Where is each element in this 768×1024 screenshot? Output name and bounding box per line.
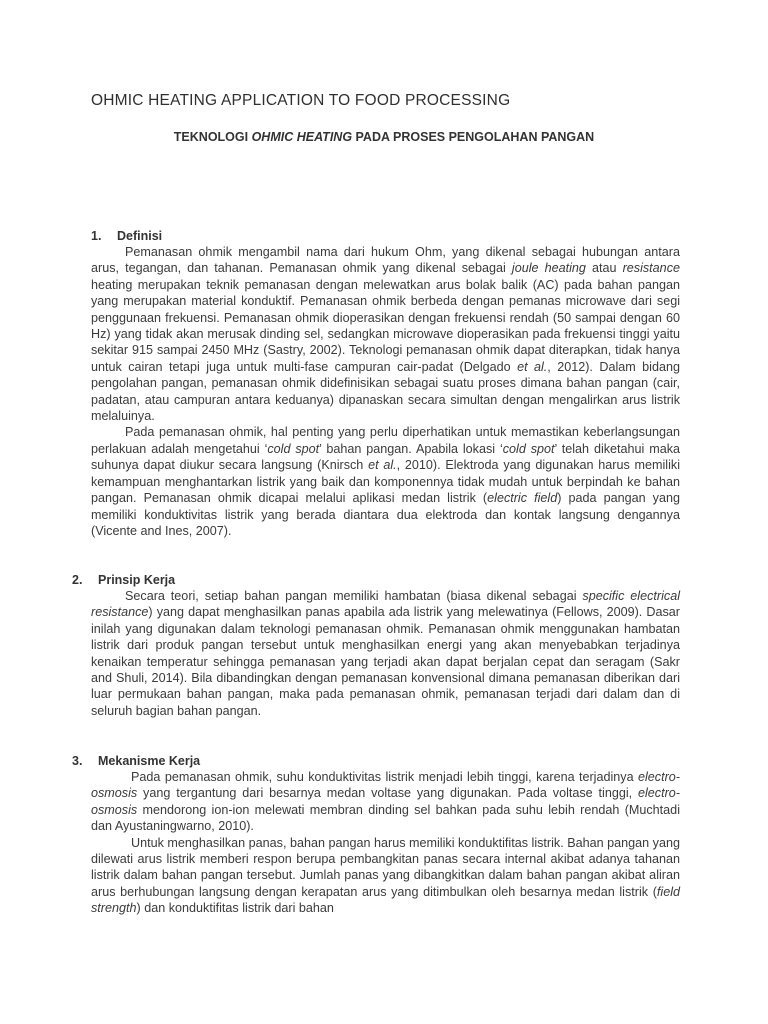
italic-term: specific electrical resistance xyxy=(91,589,680,620)
section-heading-mekanisme-kerja xyxy=(72,754,200,768)
italic-term: et al. xyxy=(517,359,548,374)
text-run: , 2010). Elektroda yang digunakan harus memiliki kemampuan menghantarkan listrik yang baik dan komponennya tidak mudah untuk berpindah ke bahan pangan. Pemanasan ohmik dicapai melalui aplikasi medan listrik ( xyxy=(91,458,680,506)
paragraph xyxy=(91,588,680,719)
text-run: atau xyxy=(585,261,623,276)
text-run: ) yang dapat menghasilkan panas apabila ada listrik yang melewatinya (Fellows, 2009). Dasar inilah yang digunakan dalam teknologi pemanasan ohmik. Pemanasan ohmik menggunakan hambatan listrik dari produk pangan tersebut untuk menghasilkan energi yang akan menyebabkan terjadinya kenaikan temperatur sehingga pemanasan yang terjadi akan dapat berjalan cepat dan seragam (Sakr and Shuli, 2014). Bila dibandingkan dengan pemanasan konvensional dimana pemanasan diberikan dari luar permukaan bahan pangan, maka pada pemanasan ohmik, pemanasan terjadi dari dalam dan di seluruh bagian bahan pangan. xyxy=(91,605,680,718)
italic-term: electro-osmosis xyxy=(91,770,680,801)
paragraph xyxy=(91,769,680,835)
italic-term: et al. xyxy=(368,458,397,473)
italic-term: joule heating xyxy=(511,261,586,276)
text-run: heating merupakan teknik pemanasan dengan melewatkan arus bolak balik (AC) pada bahan pangan yang merupakan material konduktif. Pemanasan ohmik berbeda dengan pemanas microwave dari segi penggunaan frekuensi. Pemanasan ohmik dioperasikan dengan frekuensi rendah (50 sampai dengan 60 Hz) yang tidak akan merusak dinding sel, sedangkan microwave dioperasikan pada frekuensi tinggi yaitu sekitar 915 sampai 2450 MHz (Sastry, 2002). Teknologi pemanasan ohmik dapat diterapkan, tidak hanya untuk cairan tetapi juga untuk multi-fase campuran cair-padat (Delgado xyxy=(91,277,680,374)
paragraph xyxy=(91,835,680,917)
document-title: OHMIC HEATING APPLICATION TO FOOD PROCESSING xyxy=(91,92,511,109)
text-run: ’ bahan pangan. Apabila lokasi ‘ xyxy=(319,441,503,456)
text-run: mendorong ion-ion melewati membran dinding sel bahkan pada suhu lebih rendah (Muchtadi dan Ayustaningwarno, 2010). xyxy=(91,802,680,834)
section-number: 2. xyxy=(72,573,83,587)
text-run: Secara teori, setiap bahan pangan memiliki hambatan (biasa dikenal sebagai xyxy=(125,589,583,603)
text-run: ) dan konduktifitas listrik dari bahan xyxy=(136,901,334,916)
section-body-prinsip-kerja xyxy=(91,588,680,719)
text-run: , 2012). Dalam bidang pengolahan pangan, pemanasan ohmik didefinisikan sebagai suatu proses dimana bahan pangan (cair, padatan, atau campuran antara keduanya) dipanaskan secara simultan dengan mengalirkan arus listrik melaluinya. xyxy=(91,359,680,424)
text-run: Pada pemanasan ohmik, suhu konduktivitas listrik menjadi lebih tinggi, karena terjadinya xyxy=(131,770,638,784)
text-run: yang tergantung dari besarnya medan voltase yang digunakan. Pada voltase tinggi, xyxy=(137,786,638,801)
section-body-definisi xyxy=(91,244,680,539)
section-title: Prinsip Kerja xyxy=(98,573,176,587)
section-body-mekanisme-kerja xyxy=(91,769,680,917)
subtitle-text-start: TEKNOLOGI xyxy=(173,130,252,144)
subtitle-italic-term: OHMIC HEATING xyxy=(251,130,353,144)
section-number: 3. xyxy=(72,754,83,768)
italic-term: resistance xyxy=(622,261,680,276)
italic-term: cold spot xyxy=(502,441,555,456)
section-number: 1. xyxy=(91,229,102,243)
paragraph xyxy=(91,244,680,424)
text-run: ) pada pangan yang memiliki konduktivitas listrik yang berada diantara dua elektroda dan kontak langsung dengannya (Vicente and Ines, 2007). xyxy=(91,491,680,538)
italic-term: field strength xyxy=(91,884,680,916)
paragraph xyxy=(91,424,680,539)
text-run: Untuk menghasilkan panas, bahan pangan harus memiliki konduktifitas listrik. Bahan pangan yang dilewati arus listrik memberi respon berupa pembangkitan panas secara internal akibat adanya tahanan listrik dalam bahan pangan tersebut. Jumlah panas yang dibangkitkan dalam bahan pangan akibat aliran arus berhubungan langsung dengan kerapatan arus yang ditimbulkan oleh besarnya medan listrik ( xyxy=(91,835,680,899)
italic-term: electro-osmosis xyxy=(91,786,680,817)
section-heading-prinsip-kerja xyxy=(72,573,175,587)
section-title: Definisi xyxy=(117,229,163,243)
section-heading-definisi xyxy=(91,229,162,243)
subtitle-text-end: PADA PROSES PENGOLAHAN PANGAN xyxy=(352,130,595,144)
italic-term: electric field xyxy=(487,491,558,506)
italic-term: cold spot xyxy=(267,441,320,456)
text-run: ’ telah diketahui maka suhunya dapat diukur secara langsung (Knirsch xyxy=(91,441,681,473)
section-title: Mekanisme Kerja xyxy=(98,754,201,768)
text-run: Pemanasan ohmik mengambil nama dari hukum Ohm, yang dikenal sebagai hubungan antara arus, tegangan, dan tahanan. Pemanasan ohmik yang dikenal sebagai xyxy=(91,245,680,276)
text-run: Pada pemanasan ohmik, hal penting yang perlu diperhatikan untuk memastikan keberlangsungan perlakuan adalah mengetahui ‘ xyxy=(91,425,680,456)
document-subtitle xyxy=(0,130,768,144)
